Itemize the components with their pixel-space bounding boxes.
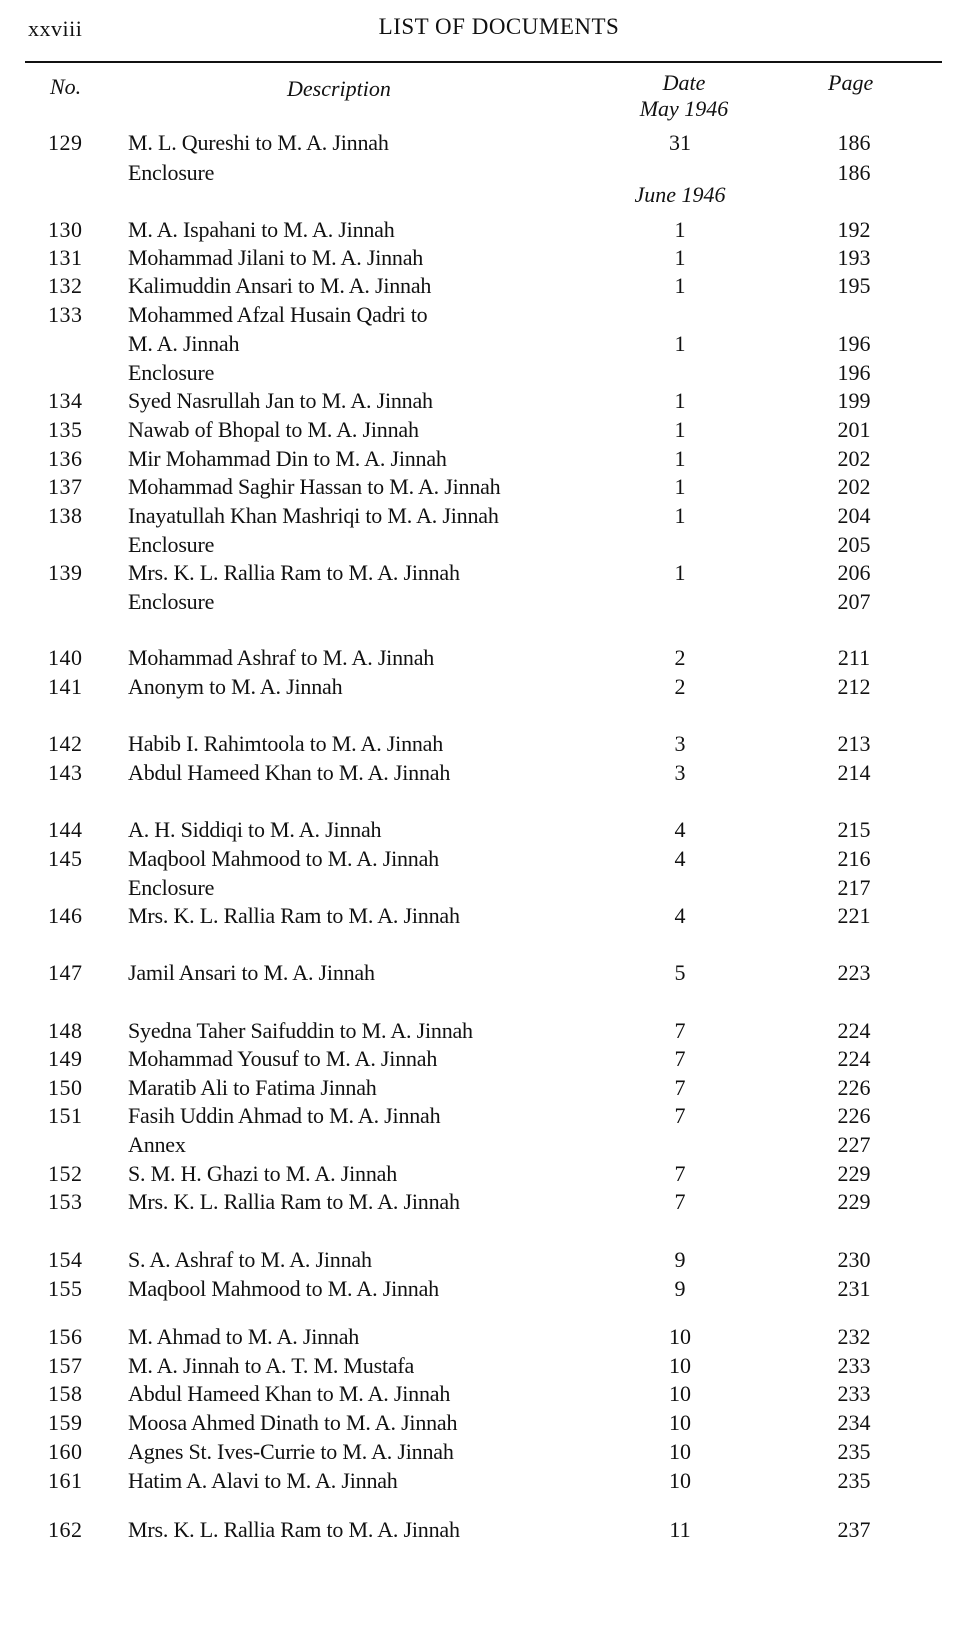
document-date: 10: [669, 1439, 691, 1464]
list-item: [0, 271, 968, 300]
document-date: 11: [669, 1517, 691, 1542]
document-description: Enclosure: [128, 160, 215, 185]
document-page: 202: [837, 474, 871, 499]
document-number: 148: [48, 1018, 83, 1043]
document-description: Mrs. K. L. Rallia Ram to M. A. Jinnah: [128, 903, 460, 928]
document-number: 145: [48, 846, 83, 871]
list-item: [0, 1073, 968, 1102]
document-page: 196: [837, 360, 871, 385]
list-item: [0, 587, 968, 616]
document-date: 4: [674, 903, 686, 928]
document-page: 192: [837, 217, 871, 242]
list-item: [0, 958, 968, 987]
list-item: [0, 758, 968, 787]
document-page: 207: [837, 589, 871, 614]
document-number: 143: [48, 760, 83, 785]
document-date: 3: [674, 760, 686, 785]
document-page: 202: [837, 446, 871, 471]
document-date: 10: [669, 1324, 691, 1349]
document-number: 130: [48, 217, 83, 242]
document-number: 133: [48, 302, 83, 327]
document-date: 7: [674, 1103, 686, 1128]
document-date: 9: [674, 1276, 686, 1301]
document-number: 129: [48, 130, 83, 155]
document-page: 215: [837, 817, 871, 842]
document-number: 149: [48, 1046, 83, 1071]
list-item: [0, 1322, 968, 1351]
document-description: Mohammad Saghir Hassan to M. A. Jinnah: [128, 474, 501, 499]
document-date: 10: [669, 1468, 691, 1493]
document-page: 224: [837, 1018, 871, 1043]
document-description: Inayatullah Khan Mashriqi to M. A. Jinnah: [128, 503, 499, 528]
document-description: Mohammad Jilani to M. A. Jinnah: [128, 245, 424, 270]
document-description: Abdul Hameed Khan to M. A. Jinnah: [128, 1381, 451, 1406]
document-number: 135: [48, 417, 83, 442]
document-description: Habib I. Rahimtoola to M. A. Jinnah: [128, 731, 444, 756]
list-item: [0, 358, 968, 387]
document-page: 221: [837, 903, 871, 928]
document-page: 233: [837, 1381, 871, 1406]
list-item: [0, 729, 968, 758]
column-header-page: Page: [828, 70, 874, 95]
document-page: 226: [837, 1103, 871, 1128]
document-page: 201: [837, 417, 871, 442]
list-item: [0, 873, 968, 902]
document-page: 235: [837, 1439, 871, 1464]
document-description: M. A. Jinnah to A. T. M. Mustafa: [128, 1353, 415, 1378]
document-description: M. A. Jinnah: [128, 331, 240, 356]
document-page: 223: [837, 960, 871, 985]
list-item: [0, 1351, 968, 1380]
document-date: 5: [674, 960, 686, 985]
document-description: Mohammad Ashraf to M. A. Jinnah: [128, 645, 435, 670]
list-item: [0, 1379, 968, 1408]
document-description: Maratib Ali to Fatima Jinnah: [128, 1075, 377, 1100]
page-number: xxviii: [28, 16, 83, 41]
document-description: Syed Nasrullah Jan to M. A. Jinnah: [128, 388, 433, 413]
document-description: Enclosure: [128, 589, 215, 614]
document-date: 7: [674, 1189, 686, 1214]
column-header-date-label: Date: [662, 70, 706, 95]
list-item: [0, 901, 968, 930]
document-page: 204: [837, 503, 871, 528]
column-header-date: [634, 70, 734, 122]
document-page: 235: [837, 1468, 871, 1493]
document-description: Anonym to M. A. Jinnah: [128, 674, 343, 699]
document-date: 31: [669, 130, 691, 155]
list-item: [0, 415, 968, 444]
document-date: 10: [669, 1353, 691, 1378]
document-number: 154: [48, 1247, 83, 1272]
document-description: Moosa Ahmed Dinath to M. A. Jinnah: [128, 1410, 458, 1435]
document-description: M. Ahmad to M. A. Jinnah: [128, 1324, 360, 1349]
document-number: 136: [48, 446, 83, 471]
document-date: 9: [674, 1247, 686, 1272]
list-item: [0, 1408, 968, 1437]
document-number: 162: [48, 1517, 83, 1542]
document-description: Enclosure: [128, 875, 215, 900]
document-page: 213: [837, 731, 871, 756]
list-item: [0, 300, 968, 329]
document-date: 4: [674, 846, 686, 871]
document-description: Annex: [128, 1132, 186, 1157]
document-description: Mrs. K. L. Rallia Ram to M. A. Jinnah: [128, 1517, 460, 1542]
list-item: [0, 558, 968, 587]
document-date: 2: [674, 645, 686, 670]
list-item: [0, 1044, 968, 1073]
document-date: 3: [674, 731, 686, 756]
list-item: [0, 815, 968, 844]
page-title: LIST OF DOCUMENTS: [378, 14, 620, 39]
document-page: 186: [837, 130, 871, 155]
document-page: 205: [837, 532, 871, 557]
document-date: 7: [674, 1075, 686, 1100]
header-rule: [25, 61, 942, 63]
list-item: [0, 1245, 968, 1274]
document-date: 1: [674, 560, 686, 585]
document-date: 7: [674, 1046, 686, 1071]
document-page: 217: [837, 875, 871, 900]
list-item: [0, 472, 968, 501]
document-number: 158: [48, 1381, 83, 1406]
document-description: Agnes St. Ives-Currie to M. A. Jinnah: [128, 1439, 454, 1464]
document-page: 193: [837, 245, 871, 270]
document-number: 134: [48, 388, 83, 413]
document-description: Mir Mohammad Din to M. A. Jinnah: [128, 446, 447, 471]
document-page: 229: [837, 1161, 871, 1186]
list-item: [0, 444, 968, 473]
list-item: [0, 215, 968, 244]
list-item: [0, 329, 968, 358]
document-description: Abdul Hameed Khan to M. A. Jinnah: [128, 760, 451, 785]
document-number: 139: [48, 560, 83, 585]
document-number: 160: [48, 1439, 83, 1464]
document-description: Mohammed Afzal Husain Qadri to: [128, 302, 428, 327]
document-description: Mrs. K. L. Rallia Ram to M. A. Jinnah: [128, 1189, 460, 1214]
document-page: 231: [837, 1276, 871, 1301]
list-item: [0, 1159, 968, 1188]
document-page: 237: [837, 1517, 871, 1542]
document-description: Fasih Uddin Ahmad to M. A. Jinnah: [128, 1103, 441, 1128]
document-description: A. H. Siddiqi to M. A. Jinnah: [128, 817, 382, 842]
document-description: Syedna Taher Saifuddin to M. A. Jinnah: [128, 1018, 473, 1043]
document-number: 131: [48, 245, 83, 270]
list-item: [0, 1130, 968, 1159]
list-item: [0, 1466, 968, 1495]
document-page: 206: [837, 560, 871, 585]
list-item: [0, 643, 968, 672]
document-number: 150: [48, 1075, 83, 1100]
document-page: 196: [837, 331, 871, 356]
document-number: 159: [48, 1410, 83, 1435]
list-item: [0, 1101, 968, 1130]
column-header-description: Description: [287, 76, 391, 101]
list-item: [0, 530, 968, 559]
document-description: Nawab of Bhopal to M. A. Jinnah: [128, 417, 419, 442]
document-date: 1: [674, 446, 686, 471]
document-number: 141: [48, 674, 83, 699]
document-number: 147: [48, 960, 83, 985]
document-page: 199: [837, 388, 871, 413]
document-description: S. M. H. Ghazi to M. A. Jinnah: [128, 1161, 398, 1186]
document-description: Jamil Ansari to M. A. Jinnah: [128, 960, 375, 985]
document-description: Enclosure: [128, 532, 215, 557]
document-description: Kalimuddin Ansari to M. A. Jinnah: [128, 273, 432, 298]
document-number: 144: [48, 817, 83, 842]
list-item: [0, 1187, 968, 1216]
document-number: 140: [48, 645, 83, 670]
document-date: 1: [674, 417, 686, 442]
list-item: [0, 243, 968, 272]
document-description: M. L. Qureshi to M. A. Jinnah: [128, 130, 389, 155]
document-number: 155: [48, 1276, 83, 1301]
document-page: 234: [837, 1410, 871, 1435]
list-item: [0, 1016, 968, 1045]
document-page: 212: [837, 674, 871, 699]
document-page: 233: [837, 1353, 871, 1378]
document-date: 1: [674, 273, 686, 298]
document-page: 186: [837, 160, 871, 185]
document-number: 161: [48, 1468, 83, 1493]
document-date: 1: [674, 388, 686, 413]
document-date: 7: [674, 1018, 686, 1043]
document-description: M. A. Ispahani to M. A. Jinnah: [128, 217, 395, 242]
document-number: 152: [48, 1161, 83, 1186]
document-date: 10: [669, 1381, 691, 1406]
list-item: [0, 844, 968, 873]
document-description: Hatim A. Alavi to M. A. Jinnah: [128, 1468, 398, 1493]
month-heading-may: May 1946: [639, 96, 729, 121]
document-number: 157: [48, 1353, 83, 1378]
list-item: [0, 158, 968, 187]
document-number: 138: [48, 503, 83, 528]
document-page: 227: [837, 1132, 871, 1157]
document-description: Mohammad Yousuf to M. A. Jinnah: [128, 1046, 438, 1071]
document-date: 2: [674, 674, 686, 699]
document-number: 137: [48, 474, 83, 499]
document-description: Maqbool Mahmood to M. A. Jinnah: [128, 846, 439, 871]
month-heading-june: June 1946: [634, 182, 726, 207]
list-item: [0, 386, 968, 415]
document-number: 132: [48, 273, 83, 298]
document-date: 7: [674, 1161, 686, 1186]
document-description: S. A. Ashraf to M. A. Jinnah: [128, 1247, 372, 1272]
document-date: 1: [674, 217, 686, 242]
document-page: 211: [837, 645, 871, 670]
list-item: [0, 1274, 968, 1303]
document-description: Mrs. K. L. Rallia Ram to M. A. Jinnah: [128, 560, 460, 585]
document-number: 142: [48, 731, 83, 756]
list-item: [0, 672, 968, 701]
document-page: 224: [837, 1046, 871, 1071]
document-date: 1: [674, 245, 686, 270]
list-item: [0, 1515, 968, 1544]
document-number: 153: [48, 1189, 83, 1214]
list-item: [0, 1437, 968, 1466]
document-number: 146: [48, 903, 83, 928]
document-number: 151: [48, 1103, 83, 1128]
column-header-no: No.: [50, 74, 82, 99]
document-page: 214: [837, 760, 871, 785]
document-description: Enclosure: [128, 360, 215, 385]
document-date: 4: [674, 817, 686, 842]
document-number: 156: [48, 1324, 83, 1349]
document-page: 226: [837, 1075, 871, 1100]
document-date: 1: [674, 474, 686, 499]
document-description: Maqbool Mahmood to M. A. Jinnah: [128, 1276, 439, 1301]
document-page: 195: [837, 273, 871, 298]
document-date: 1: [674, 503, 686, 528]
document-date: 10: [669, 1410, 691, 1435]
list-item: [0, 128, 968, 157]
list-item: [0, 501, 968, 530]
document-page: 232: [837, 1324, 871, 1349]
document-page: 230: [837, 1247, 871, 1272]
document-page: 229: [837, 1189, 871, 1214]
document-page: 216: [837, 846, 871, 871]
document-date: 1: [674, 331, 686, 356]
